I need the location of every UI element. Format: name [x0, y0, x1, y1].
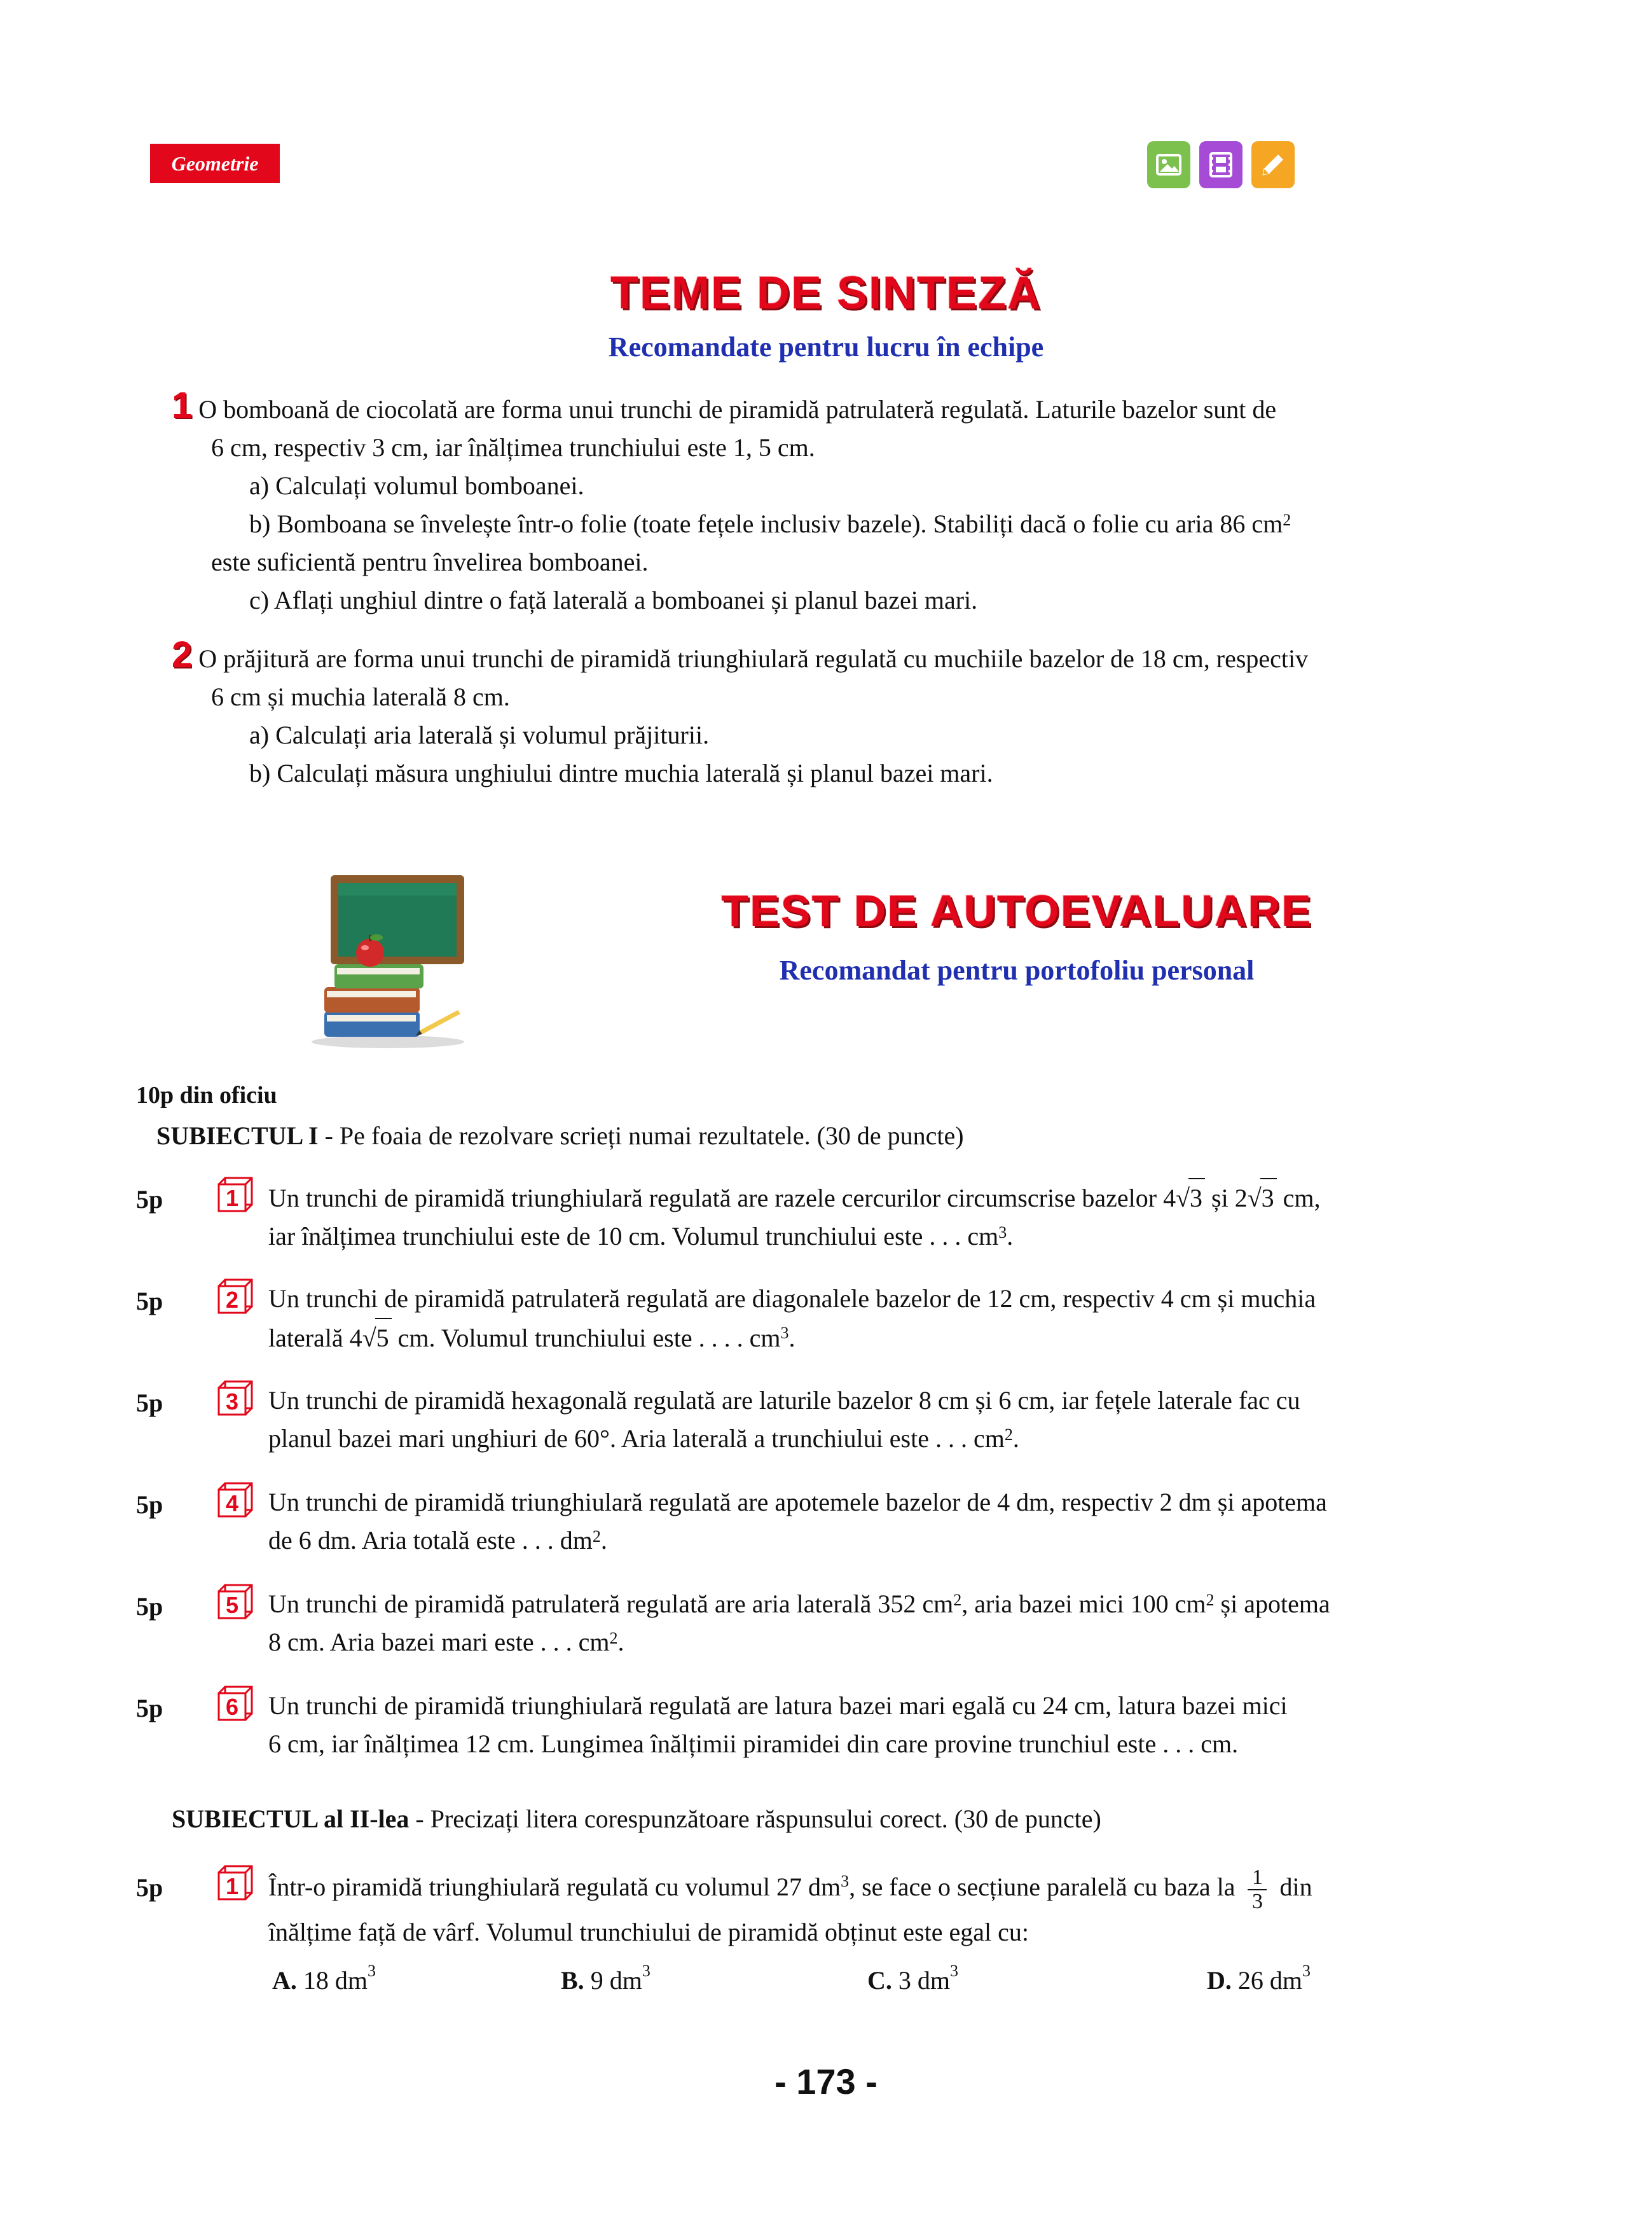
problem-number: 1	[172, 385, 193, 426]
problem-part-b: b) Bomboana se învelește într-o folie (toate fețele inclusiv bazele). Stabiliți dacă o folie cu aria 86 cm	[249, 509, 1283, 538]
item-number-box	[216, 1277, 254, 1317]
synthesis-title: TEME DE SINTEZĂ	[610, 268, 1042, 319]
item-points: 5p	[136, 1873, 163, 1902]
item-text: Un trunchi de piramidă triunghiulară regulată are apotemele bazelor de 4 dm, respectiv 2 dm și apotema de 6 dm. Aria totală este . . . $dm^2$.	[268, 1488, 1327, 1555]
item-text: Într-o piramidă triunghiulară regulată cu volumul 27 $dm^3$, se face o secțiune paralelă cu baza la $\frac{1}{3}$ din înălțime față de vârf. Volumul trunchiului de piramidă obținut este egal cu:	[268, 1866, 1312, 1946]
item-number-box	[216, 1582, 254, 1622]
fraction: $\frac{1}{3}$	[1248, 1866, 1267, 1913]
image-icon[interactable]	[1147, 141, 1190, 188]
item-text: Un trunchi de piramidă hexagonală regulată are laturile bazelor 8 cm și 6 cm, iar fețele laterale fac cu planul bazei mari unghiuri de 60°. Aria laterală a trunchiului este . . . $cm^2$.	[268, 1386, 1300, 1453]
problem-number: 2	[172, 634, 193, 675]
item-text: Un trunchi de piramidă triunghiulară regulată are razele cercurilor circumscrise bazelor 4√3 și 2√3 cm, iar înălțimea trunchiului este de 10 cm. Volumul trunchiului este . . . $cm^3$.	[268, 1178, 1526, 1256]
item-number: 6	[225, 1694, 239, 1720]
answer-option-b[interactable]: B. 9 $dm^3$	[561, 1962, 650, 1995]
item-number: 5	[225, 1592, 239, 1618]
problem-statement: O bomboană de ciocolată are forma unui trunchi de piramidă patrulateră regulată. Laturile bazelor sunt de	[198, 395, 1277, 424]
item-number-box	[216, 1481, 254, 1520]
item-points: 5p	[136, 1694, 163, 1722]
item-text: Un trunchi de piramidă patrulateră regulată are diagonalele bazelor de 12 cm, respectiv 4 cm și muchia laterală 4√5 cm. Volumul trunchiului este . . . . $cm^3$.	[268, 1280, 1526, 1357]
answer-option-d[interactable]: D. 26 $dm^3$	[1207, 1962, 1311, 1995]
synthesis-subtitle: Recomandate pentru lucru în echipe	[608, 331, 1044, 363]
item-text: Un trunchi de piramidă patrulateră regulată are aria laterală 352 $cm^2$, aria bazei mici 100 $cm^2$ și apotema 8 cm. Aria bazei mari este . . . $cm^2$.	[268, 1589, 1330, 1656]
item-points: 5p	[136, 1287, 163, 1315]
problem-statement: 6 cm și muchia laterală 8 cm.	[211, 682, 510, 711]
item-points: 5p	[136, 1388, 163, 1417]
test-subtitle: Recomandat pentru portofoliu personal	[779, 955, 1255, 986]
item-number: 1	[225, 1185, 239, 1211]
item-text: Un trunchi de piramidă triunghiulară regulată are latura bazei mari egală cu 24 cm, latura bazei mici 6 cm, iar înălțimea 12 cm. Lungimea înălțimii piramidei din care provine trunchiul este . . . cm.	[268, 1691, 1288, 1758]
subject-tag: Geometrie	[150, 144, 280, 183]
answer-option-c[interactable]: C. 3 $dm^3$	[867, 1962, 959, 1995]
item-number: 1	[225, 1873, 239, 1899]
problem-part-a: a) Calculați volumul bomboanei.	[249, 471, 584, 500]
item-points: 5p	[136, 1490, 163, 1519]
section-1-heading: SUBIECTUL I - Pe foaia de rezolvare scrieți numai rezultatele. (30 de puncte)	[156, 1121, 964, 1150]
office-points: 10p din oficiu	[136, 1082, 277, 1109]
problem-part-a: a) Calculați aria laterală și volumul prăjiturii.	[249, 721, 710, 749]
problem-part-c: c) Aflați unghiul dintre o față laterală a bomboanei și planul bazei mari.	[249, 586, 978, 614]
test-title: TEST DE AUTOEVALUARE	[721, 886, 1312, 936]
pencil-icon[interactable]	[1251, 141, 1295, 188]
problem-part-b-cont: este suficientă pentru învelirea bomboanei.	[211, 548, 649, 576]
item-points: 5p	[136, 1592, 163, 1621]
item-points: 5p	[136, 1185, 163, 1214]
item-number-box	[216, 1379, 254, 1418]
exponent: 2	[1283, 511, 1291, 529]
item-number-box	[216, 1684, 254, 1724]
item-number-box	[216, 1175, 254, 1215]
problem-part-b: b) Calculați măsura unghiului dintre muchia laterală și planul bazei mari.	[249, 759, 993, 787]
page-number: - 173 -	[774, 2061, 878, 2102]
film-icon[interactable]	[1199, 141, 1242, 188]
problem-statement: 6 cm, respectiv 3 cm, iar înălțimea trunchiului este 1, 5 cm.	[211, 433, 815, 462]
section-2-heading: SUBIECTUL al II-lea - Precizați litera corespunzătoare răspunsului corect. (30 de puncte)	[172, 1804, 1101, 1833]
answer-option-a[interactable]: A. 18 $dm^3$	[272, 1962, 376, 1995]
item-number: 4	[225, 1490, 239, 1516]
problem-2	[172, 636, 1526, 793]
item-number: 2	[225, 1287, 239, 1313]
item-number-box	[216, 1864, 254, 1903]
problem-1	[172, 387, 1526, 620]
item-number: 3	[225, 1388, 239, 1415]
problem-statement: O prăjitură are forma unui trunchi de piramidă triunghiulară regulată cu muchiile bazelor de 18 cm, respectiv	[198, 644, 1309, 673]
